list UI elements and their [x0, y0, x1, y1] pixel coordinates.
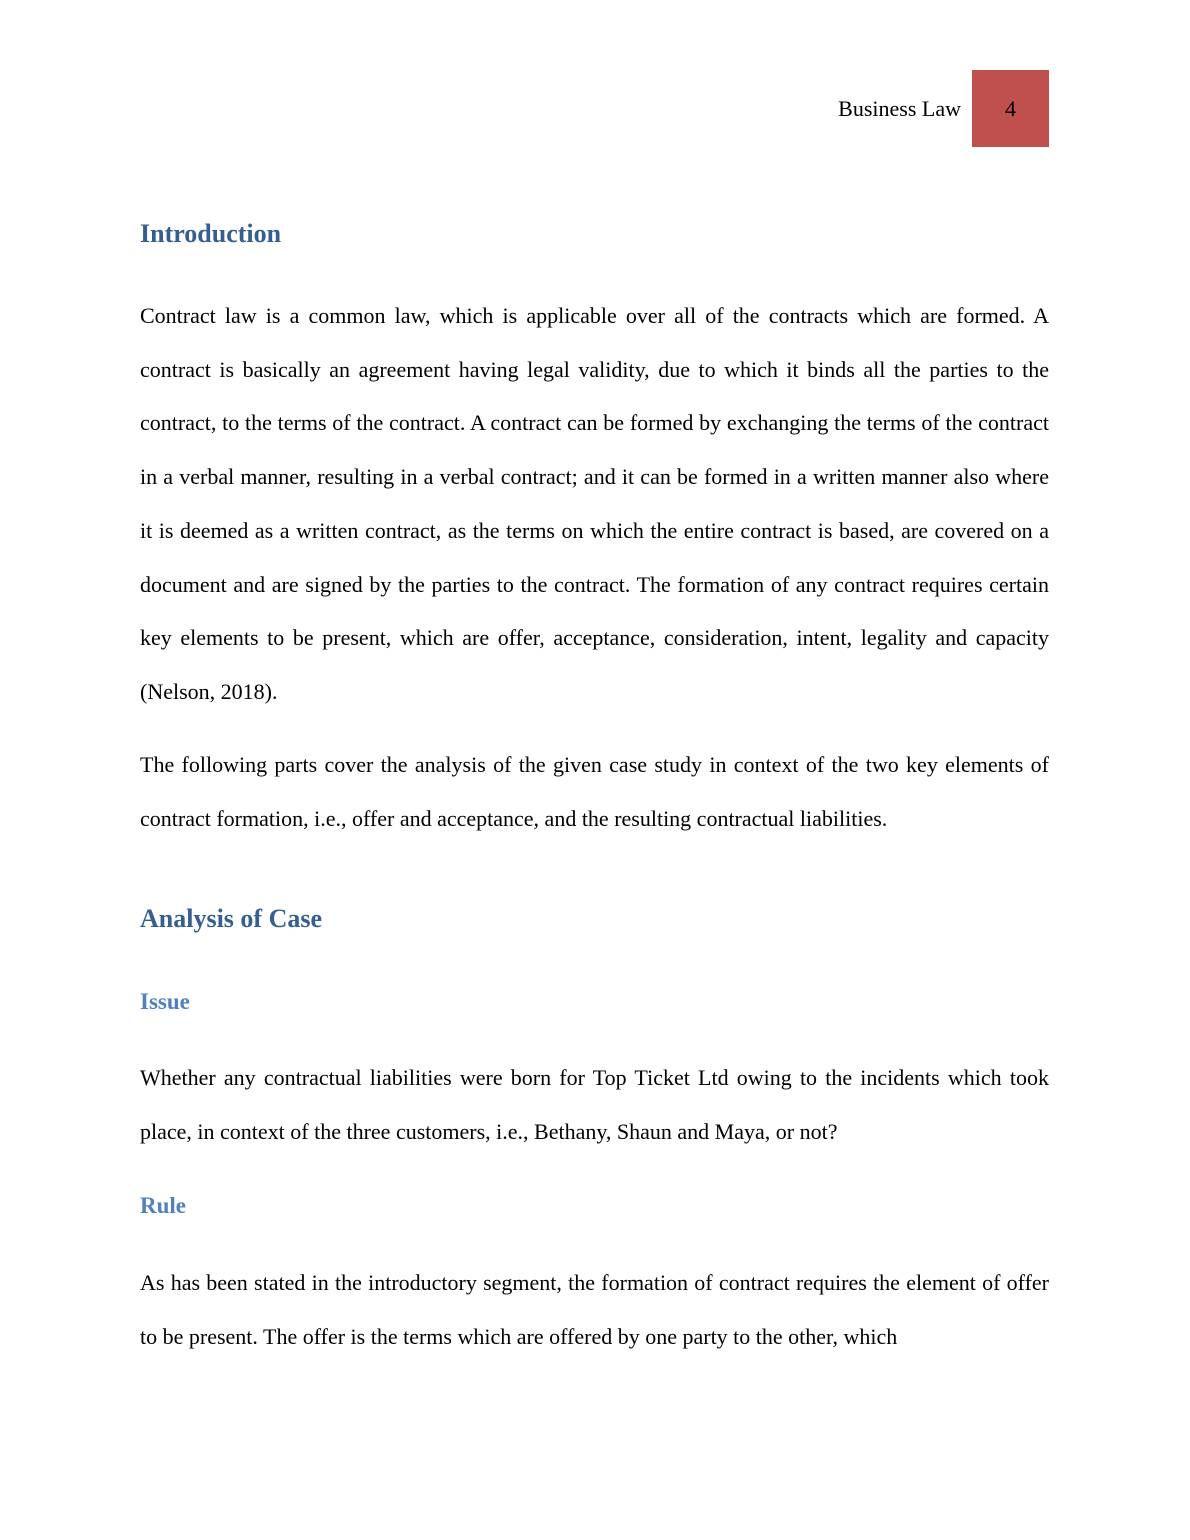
- heading-issue: Issue: [140, 989, 190, 1014]
- page-header: [838, 70, 1049, 147]
- header-title: Business Law: [838, 95, 961, 121]
- heading-analysis-of-case: Analysis of Case: [140, 904, 323, 933]
- paragraph-issue: Whether any contractual liabilities were born for Top Ticket Ltd owing to the incidents which took place, in context of the three customers, i.e., Bethany, Shaun and Maya, or not?: [140, 1065, 1049, 1144]
- page-number-box: [972, 70, 1049, 147]
- heading-rule: Rule: [140, 1193, 186, 1218]
- heading-introduction: Introduction: [140, 219, 282, 248]
- paragraph-introduction-2: The following parts cover the analysis of the given case study in context of the two key elements of contract formation, i.e., offer and acceptance, and the resulting contractual liabilities.: [140, 752, 1049, 831]
- page-number: 4: [1005, 95, 1016, 121]
- paragraph-introduction-1: Contract law is a common law, which is applicable over all of the contracts which are formed. A contract is basically an agreement having legal validity, due to which it binds all the parties to the contract, to the terms of the contract. A contract can be formed by exchanging the terms of the contract in a verbal manner, resulting in a verbal contract; and it can be formed in a written manner also where it is deemed as a written contract, as the terms on which the entire contract is based, are covered on a document and are signed by the parties to the contract. The formation of any contract requires certain key elements to be present, which are offer, acceptance, consideration, intent, legality and capacity (Nelson, 2018).: [140, 303, 1049, 704]
- paragraph-rule: As has been stated in the introductory segment, the formation of contract requires the element of offer to be present. The offer is the terms which are offered by one party to the other, which: [140, 1270, 1049, 1349]
